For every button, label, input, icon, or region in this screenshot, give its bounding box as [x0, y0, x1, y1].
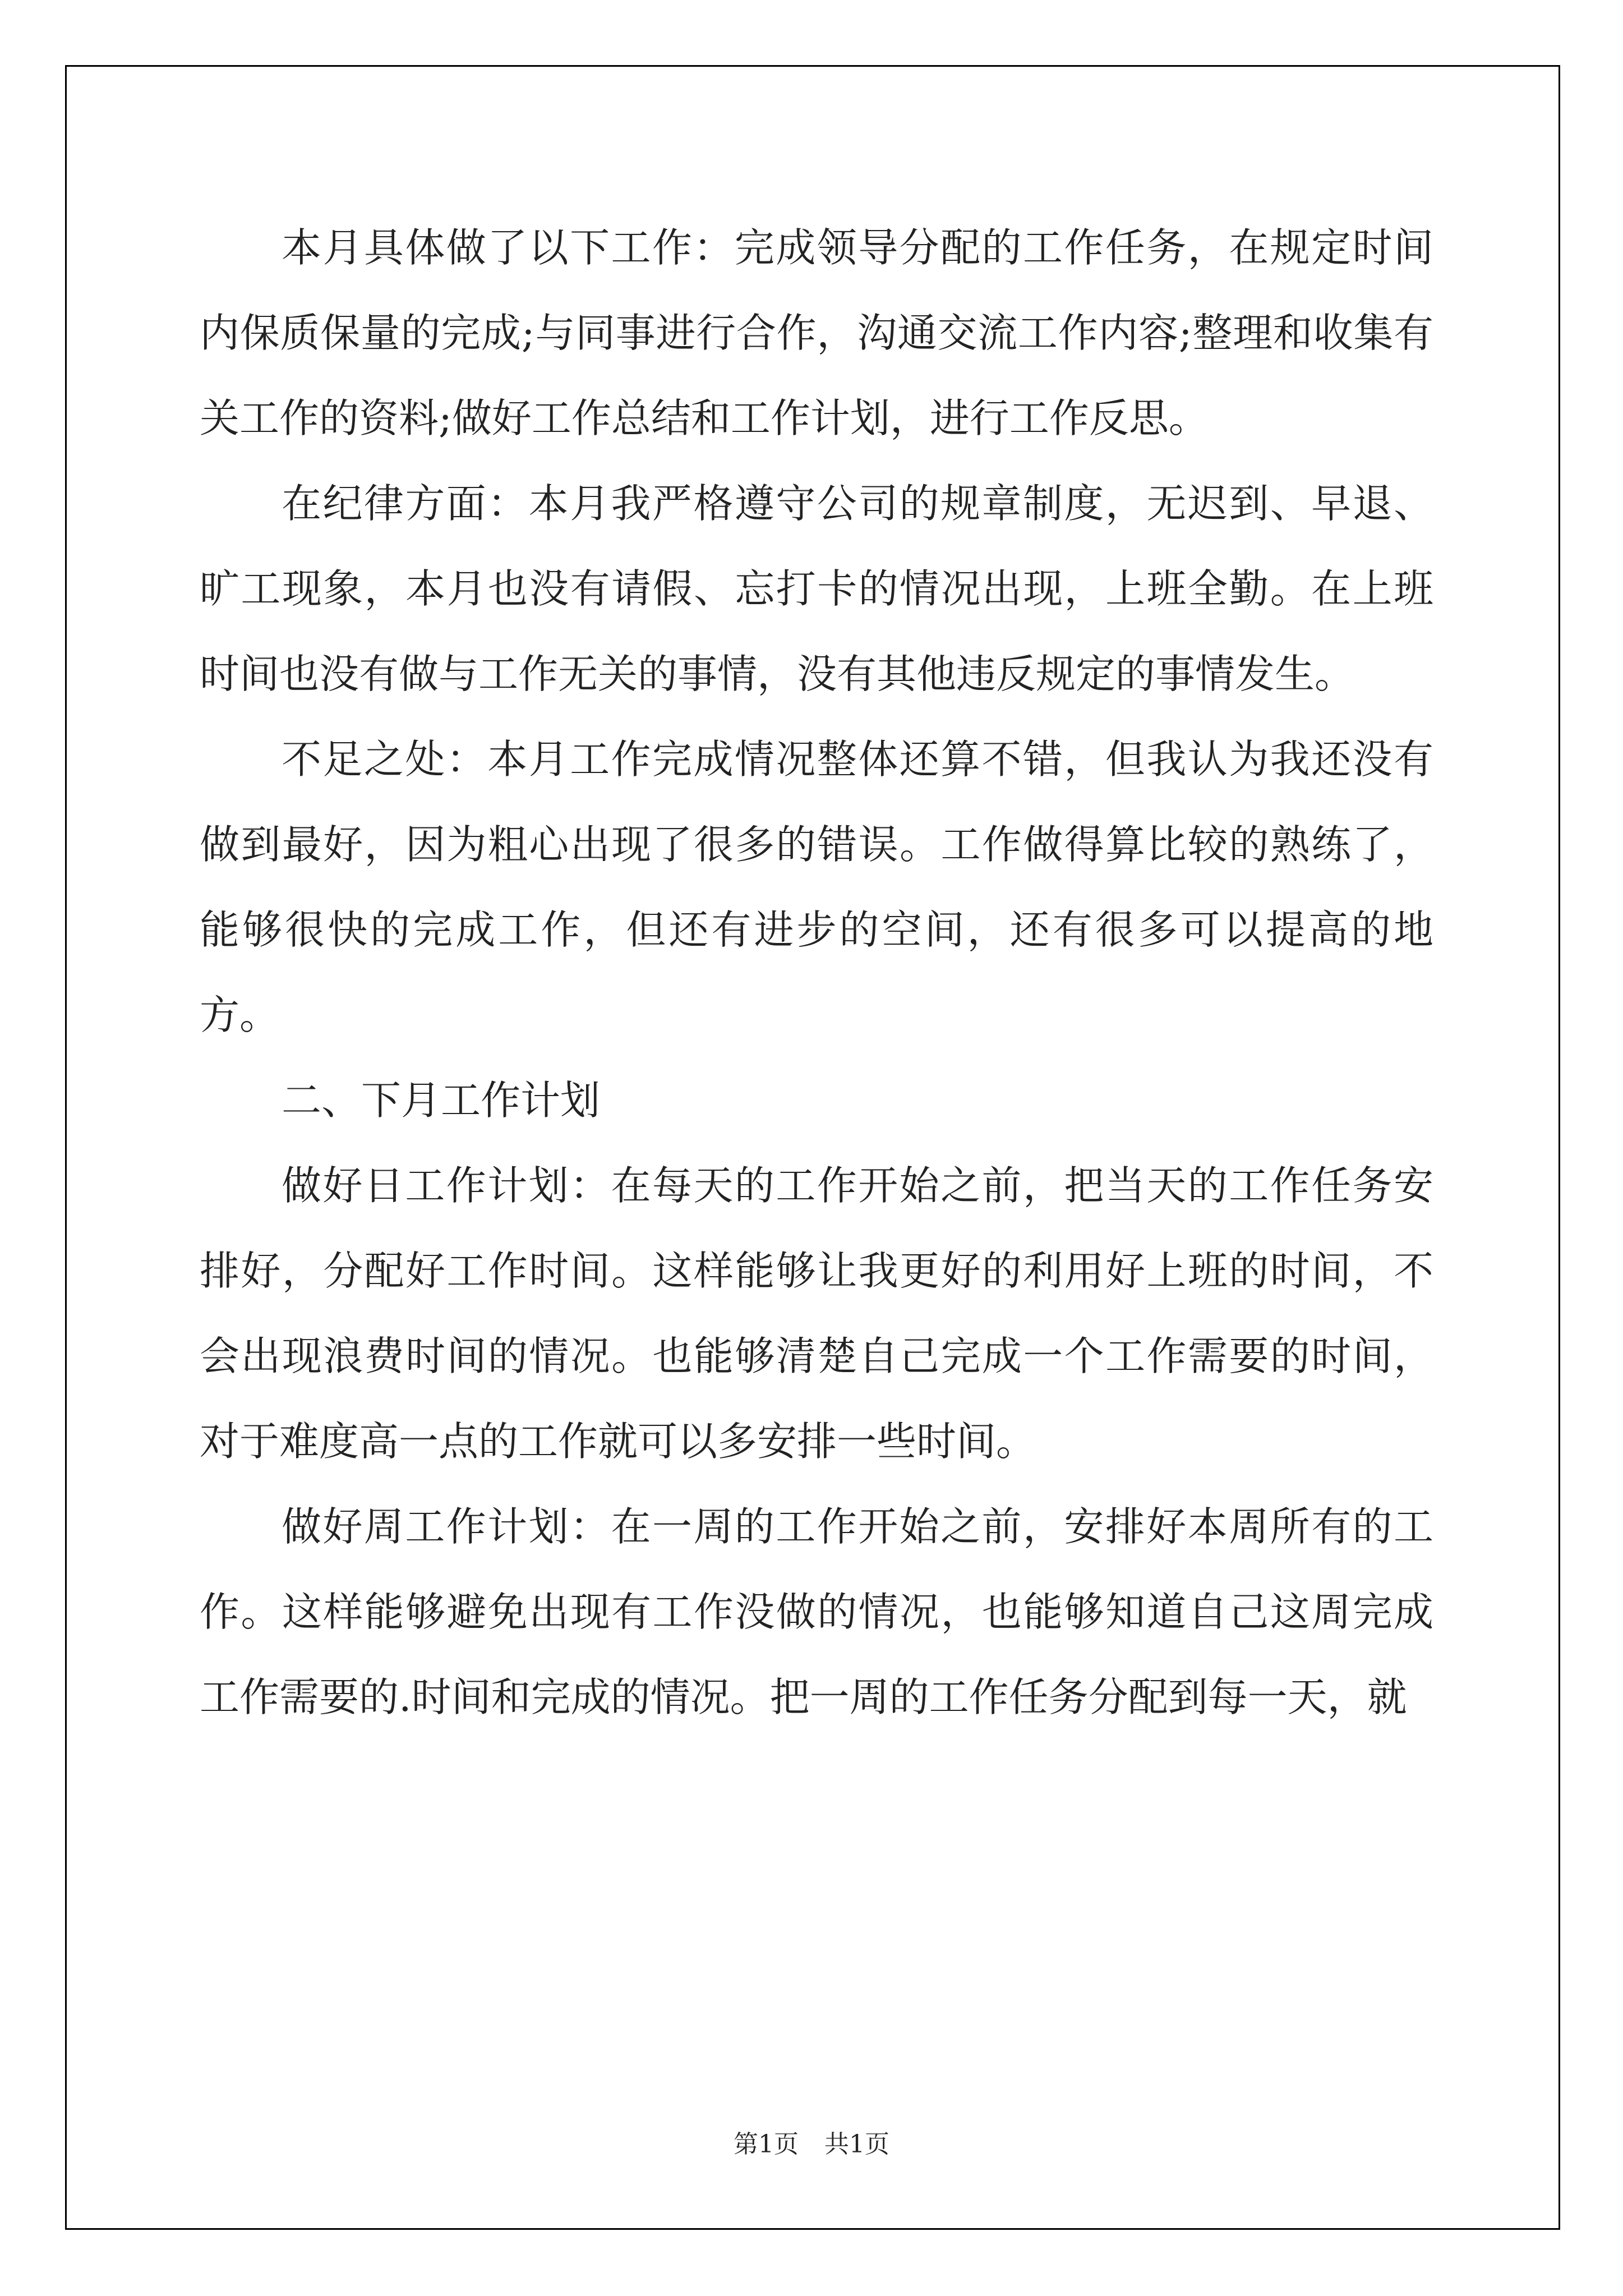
- page-footer: [0, 2124, 1623, 2160]
- paragraph-work-done: 本月具体做了以下工作：完成领导分配的工作任务，在规定时间内保质保量的完成;与同事进行合作，沟通交流工作内容;整理和收集有关工作的资料;做好工作总结和工作计划，进行工作反思。: [200, 224, 1433, 441]
- paragraph-shortcomings: 不足之处：本月工作完成情况整体还算不错，但我认为我还没有做到最好，因为粗心出现了很多的错误。工作做得算比较的熟练了，能够很快的完成工作，但还有进步的空间，还有很多可以提高的地方。: [200, 736, 1433, 1038]
- paragraph-discipline: 在纪律方面：本月我严格遵守公司的规章制度，无迟到、早退、旷工现象，本月也没有请假、忘打卡的情况出现，上班全勤。在上班时间也没有做与工作无关的事情，没有其他违反规定的事情发生。: [200, 480, 1433, 697]
- section-heading-next-month-plan: 二、下月工作计划: [282, 1077, 601, 1124]
- page-number-current: 第1页: [734, 2130, 799, 2159]
- page-number-total: 共1页: [824, 2130, 889, 2159]
- paragraph-daily-plan: 做好日工作计划：在每天的工作开始之前，把当天的工作任务安排好，分配好工作时间。这样能够让我更好的利用好上班的时间，不会出现浪费时间的情况。也能够清楚自己完成一个工作需要的时间，对于难度高一点的工作就可以多安排一些时间。: [200, 1162, 1433, 1465]
- paragraph-weekly-plan: 做好周工作计划：在一周的工作开始之前，安排好本周所有的工作。这样能够避免出现有工作没做的情况，也能够知道自己这周完成工作需要的.时间和完成的情况。把一周的工作任务分配到每一天，就: [200, 1503, 1433, 1720]
- document-body: [200, 205, 1433, 1740]
